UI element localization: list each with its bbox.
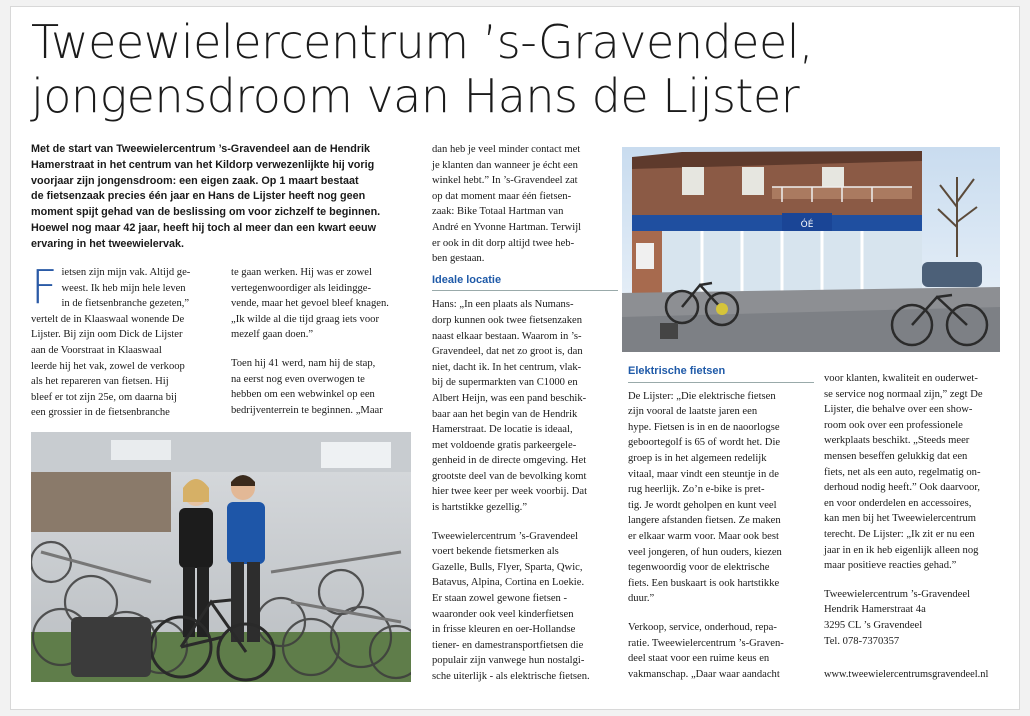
body-line: hype. Fietsen is in en de naoorlogse [628,421,780,433]
body-line: te gaan werken. Hij was er zowel [231,267,372,278]
headline-line-2: jongensdroom van Hans de Lijster [31,69,800,123]
body-line: Toen hij 41 werd, nam hij de stap, [231,357,376,369]
body-line: voert bekende fietsmerken als [432,546,559,558]
body-line: zijn vooral de laatste jaren een [628,406,758,418]
shop-sign: ÓÉ [800,220,814,230]
address-line: Hendrik Hamerstraat 4a [824,604,926,616]
body-line: Gazelle, Bulls, Flyer, Sparta, Qwic, [432,561,583,573]
website-url: www.tweewielercentrumsgravendeel.nl [824,669,989,681]
intro-line: voorjaar zijn jongensdroom: een eigen zaak. Op 1 maart bestaat [31,174,359,187]
intro-line: Met de start van Tweewielercentrum ’s-Gravendeel aan de Hendrik [31,143,371,155]
body-line: hier twee keer per week voorbij. Dat [432,486,588,498]
body-line: en voor onderdelen en accessoires, [824,497,972,509]
column-1 [31,260,219,421]
body-line: „Ik wilde al die tijd graag iets voor [231,313,379,325]
intro-line: ervaring in het tweewielervak. [31,237,185,250]
body-line: voor klanten, kwaliteit en ouderwet- [824,373,978,384]
body-line: langere afstanden fietsen. Ze maken [628,515,781,527]
body-line: Lijster. Bij zijn oom Dick de Lijster [31,329,183,341]
headline-line-1: Tweewielercentrum ’s-Gravendeel, [31,15,814,69]
body-line: je klanten dan wanneer je écht een [432,159,578,171]
body-line: baar aan het begin van de Hendrik [432,408,578,420]
body-line: fiets, net als een auto, regelmatig on- [824,466,981,478]
body-line: in frisse kleuren en oer-Hollandse [432,624,576,636]
drop-cap: F [31,260,58,314]
body-line: Er staan zowel gewone fietsen - [432,593,568,605]
body-line: aan de Voorstraat in Klaaswaal [31,344,162,356]
body-line: na eerst nog even overwogen te [231,373,365,385]
body-line: tig. Je wordt geholpen en kunt veel [628,499,777,511]
body-line: bij de supermarkten van C1000 en [432,377,578,389]
newspaper-page [10,6,1020,710]
body-line: Hamerstraat. De locatie is ideaal, [432,424,573,436]
body-line: werkplaats beschikt. „Steeds meer [824,435,970,447]
body-line: Verkoop, service, onderhoud, repa- [628,621,777,633]
body-line: is hartstikke gezellig.” [432,502,528,514]
subhead-elektrische-fietsen: Elektrische fietsen [628,364,814,383]
body-line: deel staat voor een ruime keus en [628,653,770,665]
body-line: kan men bij het Tweewielercentrum [824,513,977,525]
address-line: 3295 CL ’s Gravendeel [824,619,923,631]
body-line: geboortegolf is 65 of wordt het. Die [628,437,781,449]
body-line: groep is in het algemeen redelijk [628,452,767,464]
body-line: vakmanschap. „Daar waar aandacht [628,668,780,680]
body-line: op dat moment maar één fietsen- [432,190,572,202]
body-line: Gravendeel, dat net zo groot is, dan [432,346,583,358]
body-line: mensen beseffen gelukkig dat een [824,450,968,462]
column-4 [628,364,814,682]
body-line: ratie. Tweewielercentrum ’s-Graven- [628,637,784,649]
column-2 [231,265,417,418]
body-line: mezelf gaan doen.” [231,329,314,341]
people-with-bicycles-icon [31,432,411,682]
body-line: niet, dacht ik. In het centrum, vlak- [432,361,582,373]
subhead-ideale-locatie: Ideale locatie [432,273,618,292]
body-line: hebben om een webwinkel op een [231,389,375,401]
intro-line: de fietsenzaak precies één jaar en Hans de Lijster heeft nog geen [31,190,366,203]
body-line: genheid in de directe omgeving. Het [432,455,587,467]
body-line: ietsen zijn mijn vak. Altijd ge- [61,267,191,278]
body-line: er ook in dit dorp altijd twee heb- [432,237,575,249]
body-line: maar positieve reacties gehad.” [824,560,957,572]
body-line: als het repareren van fietsen. Hij [31,376,169,388]
body-line: ben gestaan. [432,253,485,265]
body-line: grootste deel van de bevolking komt [432,470,587,482]
intro-line: Hamerstraat in het centrum van het Kildorp verwezenlijkte hij vorig [31,158,375,171]
body-line: weest. Ik heb mijn hele leven [61,282,186,294]
body-line: Hans: „In een plaats als Numans- [432,299,574,311]
column-5 [824,371,1016,683]
body-line: zaak: Bike Totaal Hartman van [432,206,564,218]
body-line: met voldoende gratis parkeergele- [432,439,577,451]
address-line: Tweewielercentrum ’s-Gravendeel [824,588,971,600]
body-line: in de fietsenbranche gezeten,” [61,298,190,310]
body-line: leerde hij het vak, zowel de verkoop [31,360,185,372]
headline [31,15,1011,123]
body-line: Batavus, Alpina, Cortina en Loekie. [432,577,585,589]
shop-exterior-photo [622,147,1000,352]
body-line: bleef er tot zijn 25e, om daarna bij [31,391,177,403]
body-line: veel jongeren, of hun ouders, kiezen [628,546,782,558]
body-line: een grossier in de fietsenbranche [31,407,170,419]
intro-line: moment spijt gehad van de beslissing om voor zichzelf te beginnen. [31,206,381,219]
body-line: sche uiterlijk - als elektrische fietsen. [432,671,590,682]
body-line: Albert Heijn, was een pand beschik- [432,392,587,404]
body-line: terecht. De Lijster: „Ik zit er nu een [824,528,975,540]
body-line: bedrijventerrein te beginnen. „Maar [231,404,383,416]
body-line: dan heb je veel minder contact met [432,144,581,155]
body-line: tegenwoordig voor de elektrische [628,562,770,574]
body-line: vertelt de in Klaaswaal wonende De [31,313,185,325]
intro-line: Hoewel nog maar 42 jaar, heeft hij toch al meer dan een kwart eeuw [31,221,377,234]
body-line: rug heerlijk. Zo’n e-bike is pret- [628,484,765,496]
shop-building-icon [622,147,1000,352]
body-line: De Lijster: „Die elektrische fietsen [628,390,776,402]
intro-paragraph [31,142,411,253]
body-line: er elkaar warm voor. Maar ook best [628,530,779,542]
body-line: jaar in en ik heb eigenlijk alleen nog [824,544,979,556]
body-line: André en Yvonne Hartman. Terwijl [432,221,582,233]
body-line: vende, maar het gevoel bleef knagen. [231,298,389,310]
body-line: winkel hebt.” In ’s-Gravendeel zat [432,175,578,187]
body-line: waaronder ook veel kinderfietsen [432,608,574,620]
body-line: se service nog normaal zijn,” zegt De [824,388,983,400]
body-line: derhoud nodig heeft.” Ook daarvoor, [824,482,981,494]
shop-interior-photo [31,432,411,682]
body-line: populair zijn vanwege hun nostalgi- [432,655,585,667]
body-line: fiets. Een buskaart is ook hartstikke [628,577,780,589]
body-line: vitaal, maar vindt een steuntje in de [628,468,779,480]
column-3 [432,142,618,685]
body-line: room ook over een professionele [824,419,963,431]
body-line: naast elkaar bestaan. Waarom in ’s- [432,330,582,342]
address-line: Tel. 078-7370357 [824,635,900,647]
body-line: Lijster, die behalve over een show- [824,404,973,416]
body-line: dorp kunnen ook twee fietsenzaken [432,314,583,326]
body-line: duur.” [628,593,655,605]
body-line: vertegenwoordiger als leidingge- [231,282,372,294]
body-line: Tweewielercentrum ’s-Gravendeel [432,530,579,542]
body-line: tiener- en damestransportfietsen die [432,639,584,651]
